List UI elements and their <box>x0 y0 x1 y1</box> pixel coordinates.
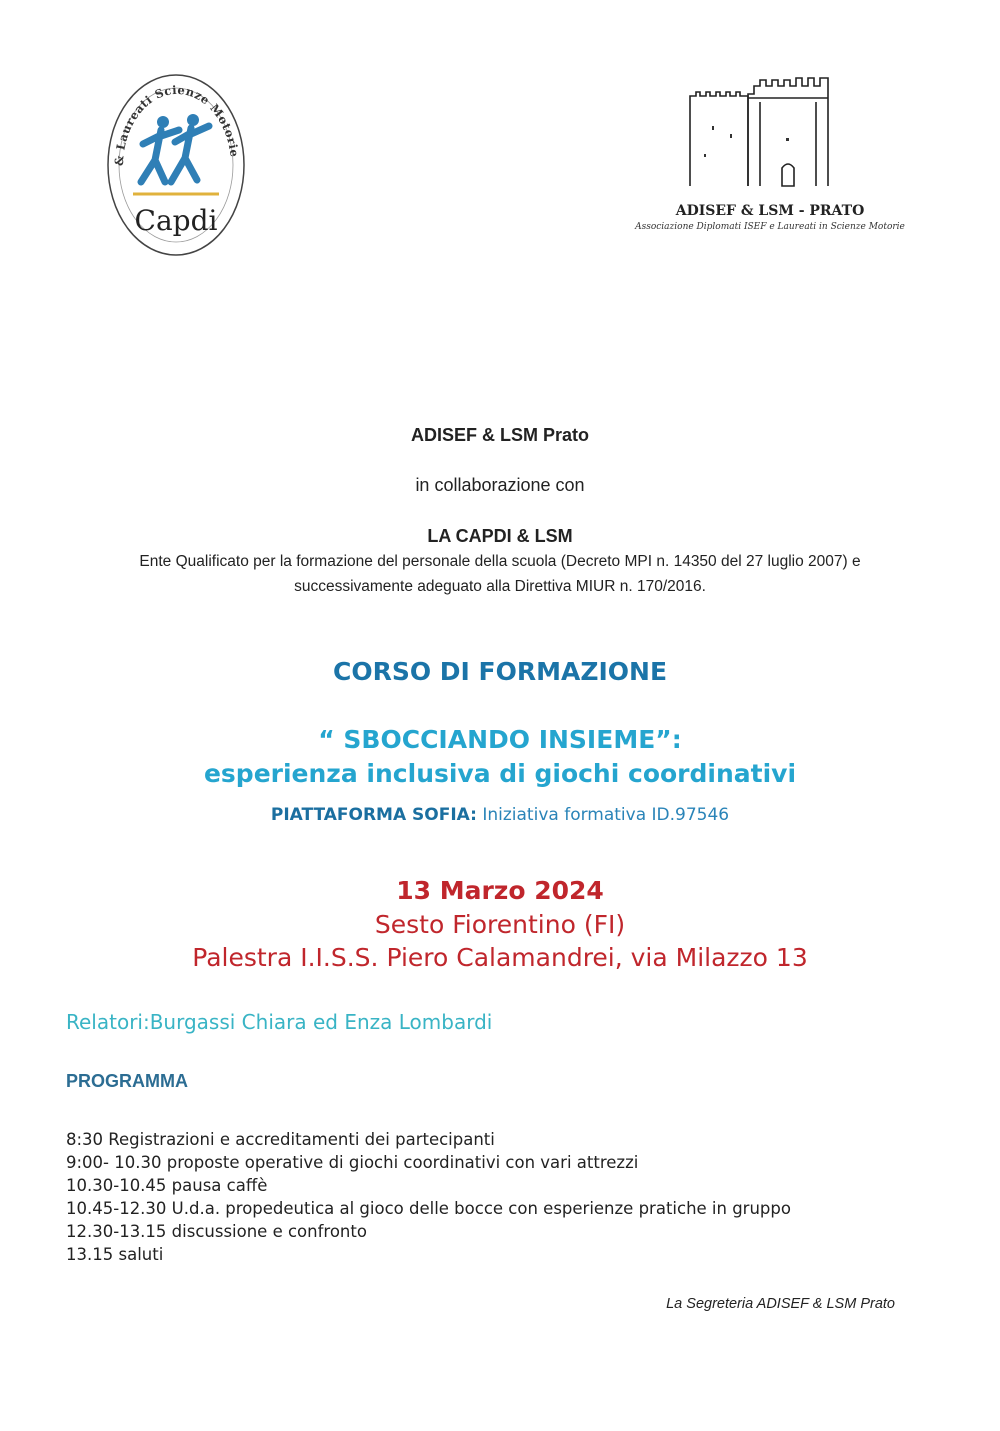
platform-label: PIATTAFORMA SOFIA: <box>270 805 477 825</box>
capdi-ring-text: & Laureati Scienze Motorie <box>111 82 242 167</box>
signature: La Segreteria ADISEF & LSM Prato <box>666 1296 895 1312</box>
adisef-logo-subtitle: Associazione Diplomati ISEF e Laureati in Scienze Motorie <box>635 222 905 232</box>
program-item: 9:00- 10.30 proposte operative di giochi coordinativi con vari attrezzi <box>66 1153 639 1172</box>
speakers: Relatori:Burgassi Chiara ed Enza Lombardi <box>66 1010 493 1034</box>
program-item: 8:30 Registrazioni e accreditamenti dei partecipanti <box>66 1130 495 1149</box>
capdi-logo <box>105 70 247 260</box>
platform-value: Iniziativa formativa ID.97546 <box>482 805 730 825</box>
program-item: 13.15 saluti <box>66 1245 164 1264</box>
program-list <box>66 1128 791 1266</box>
organizer-name: ADISEF & LSM Prato <box>410 425 589 445</box>
adisef-logo-title: ADISEF & LSM - PRATO <box>675 203 865 219</box>
event-venue: Palestra I.I.S.S. Piero Calamandrei, via Milazzo 13 <box>192 943 808 972</box>
capdi-logo-name: Capdi <box>134 204 218 237</box>
program-item: 10.30-10.45 pausa caffè <box>66 1176 268 1195</box>
collaboration-text: in collaborazione con <box>415 475 585 495</box>
platform-info <box>0 805 1000 825</box>
course-heading: CORSO DI FORMAZIONE <box>332 657 668 686</box>
castle-logo-icon <box>682 68 842 193</box>
program-item: 12.30-13.15 discussione e confronto <box>66 1222 367 1241</box>
course-title-line2: esperienza inclusiva di giochi coordinativi <box>203 759 797 788</box>
partner-name: LA CAPDI & LSM <box>427 526 573 546</box>
event-date: 13 Marzo 2024 <box>396 876 604 905</box>
program-title: PROGRAMMA <box>66 1071 188 1091</box>
event-city: Sesto Fiorentino (FI) <box>374 910 626 939</box>
course-title-line1: “ SBOCCIANDO INSIEME”: <box>318 725 682 754</box>
program-item: 10.45-12.30 U.d.a. propedeutica al gioco delle bocce con esperienze pratiche in gruppo <box>66 1199 791 1218</box>
partner-description: Ente Qualificato per la formazione del personale della scuola (Decreto MPI n. 14350 del 27 luglio 2007) e successivamente adeguato alla Direttiva MIUR n. 170/2016. <box>139 553 861 595</box>
